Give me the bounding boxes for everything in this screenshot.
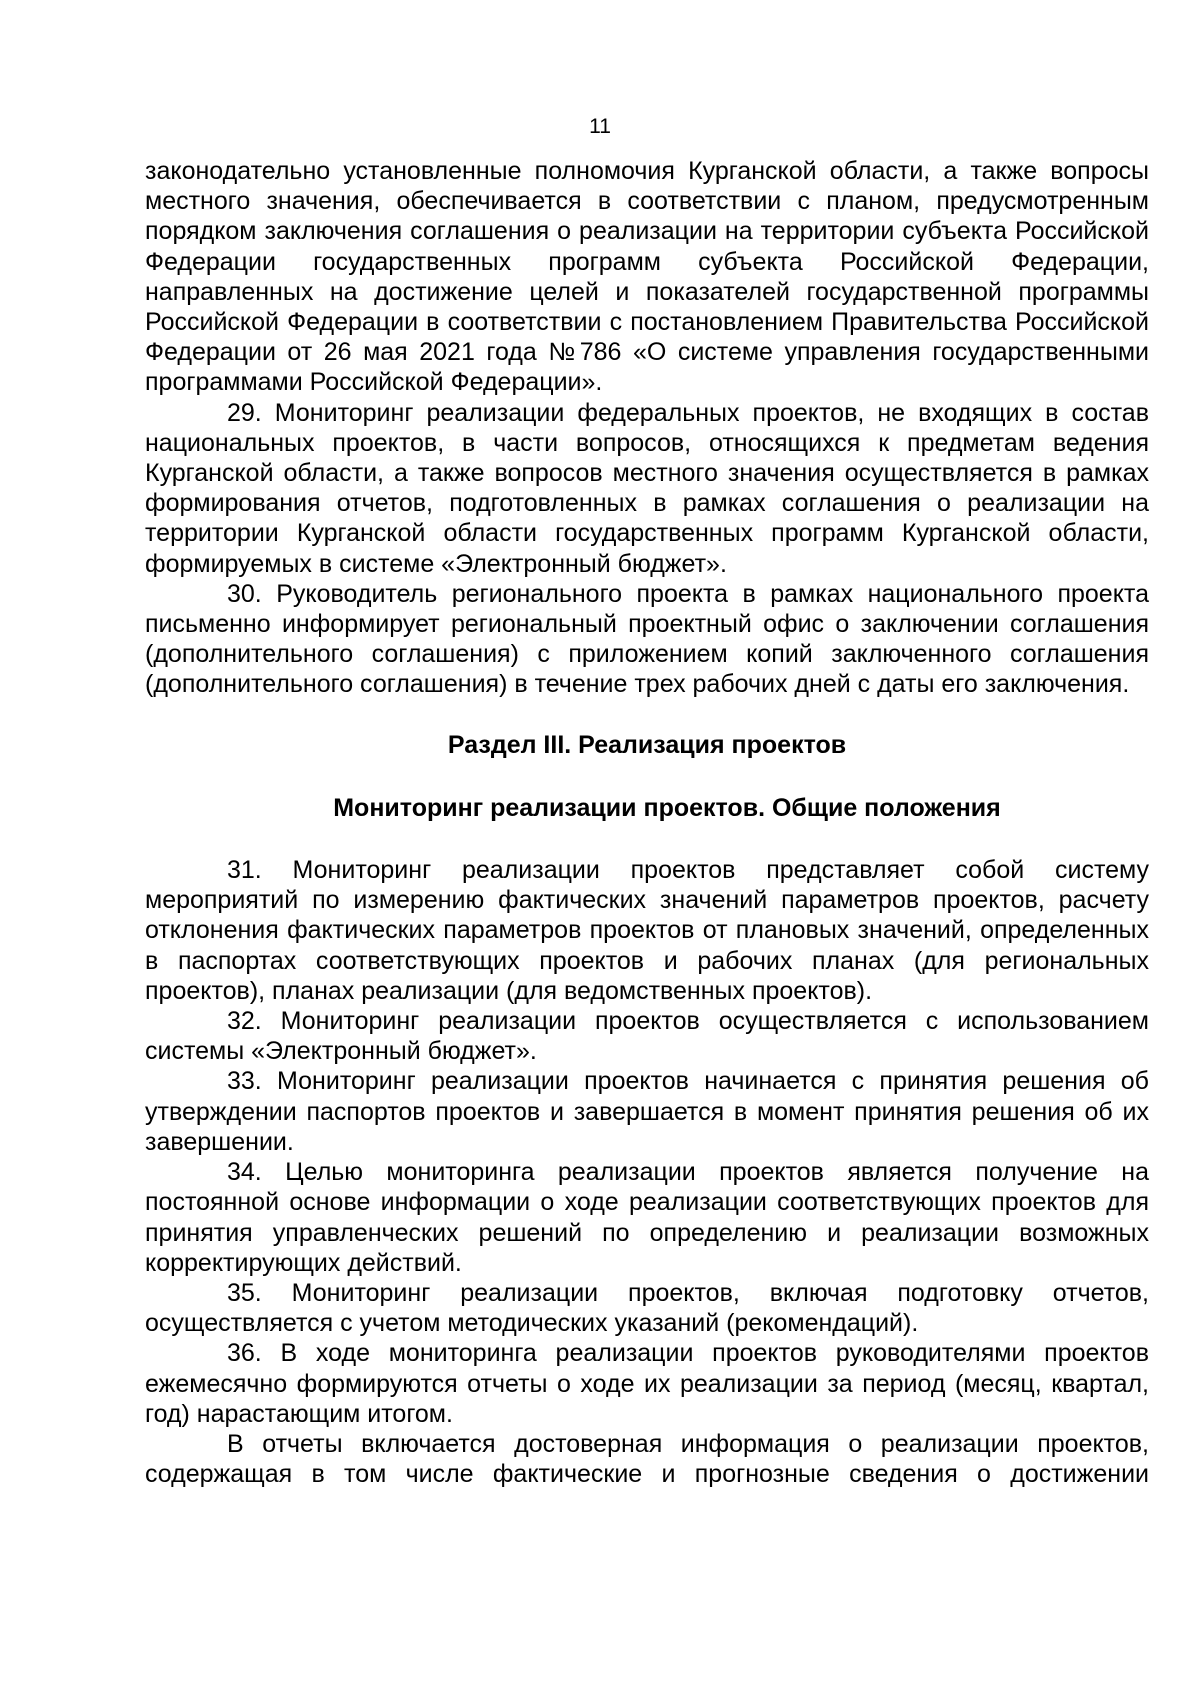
paragraph-31: 31. Мониторинг реализации проектов представляет собой систему мероприятий по измерению фактических значений параметров проектов, расчету отклонения фактических параметров проектов от плановых значений, определенных в паспортах соответствующих проектов и рабочих планах (для региональных проектов), планах реализации (для ведомственных проектов). [145, 856, 1149, 1005]
paragraph-33: 33. Мониторинг реализации проектов начинается с принятия решения об утверждении паспортов проектов и завершается в момент принятия решения об их завершении. [145, 1067, 1149, 1156]
paragraph-34: 34. Целью мониторинга реализации проектов является получение на постоянной основе информации о ходе реализации соответствующих проектов для принятия управленческих решений по определению и реализации возможных корректирующих действий. [145, 1158, 1149, 1277]
paragraph-29: 29. Мониторинг реализации федеральных проектов, не входящих в состав национальных проектов, в части вопросов, относящихся к предметам ведения Курганской области, а также вопросов местного значения осуществляется в рамках формирования отчетов, подготовленных в рамках соглашения о реализации на территории Курганской области государственных программ Курганской области, формируемых в системе «Электронный бюджет». [145, 398, 1149, 578]
paragraph-reports: В отчеты включается достоверная информация о реализации проектов, содержащая в том числе фактические и прогнозные сведения о достижении [145, 1429, 1149, 1489]
subsection-heading: Мониторинг реализации проектов. Общие положения [333, 793, 1001, 822]
section-heading: Раздел III. Реализация проектов [447, 730, 847, 759]
paragraph-36: 36. В ходе мониторинга реализации проектов руководителями проектов ежемесячно формируются отчеты о ходе их реализации за период (месяц, квартал, год) нарастающим итогом. [145, 1339, 1149, 1428]
document-body [145, 156, 1149, 1489]
paragraph-continuation: законодательно установленные полномочия Курганской области, а также вопросы местного значения, обеспечивается в соответствии с планом, предусмотренным порядком заключения соглашения о реализации на территории субъекта Российской Федерации государственных программ субъекта Российской Федерации, направленных на достижение целей и показателей государственной программы Российской Федерации в соответствии с постановлением Правительства Российской Федерации от 26 мая 2021 года №786 «О системе управления государственными программами Российской Федерации». [145, 157, 1149, 397]
page-number: 11 [589, 115, 611, 138]
paragraph-30: 30. Руководитель регионального проекта в рамках национального проекта письменно информирует региональный проектный офис о заключении соглашения (дополнительного соглашения) с приложением копий заключенного соглашения (дополнительного соглашения) в течение трех рабочих дней с даты его заключения. [145, 579, 1149, 699]
paragraph-35: 35. Мониторинг реализации проектов, включая подготовку отчетов, осуществляется с учетом методических указаний (рекомендаций). [145, 1278, 1149, 1338]
paragraph-32: 32. Мониторинг реализации проектов осуществляется с использованием системы «Электронный бюджет». [145, 1007, 1149, 1066]
